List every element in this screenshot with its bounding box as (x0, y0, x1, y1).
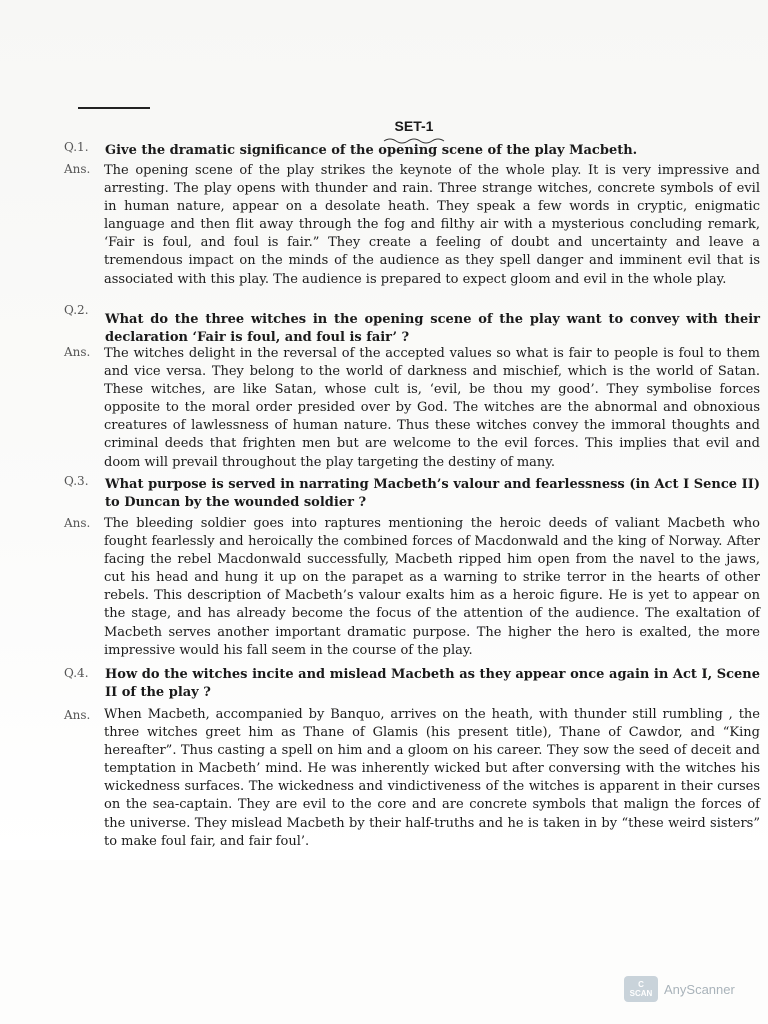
question-text: What do the three witches in the opening scene of the play want to convey with their declaration ‘Fair is foul, and foul is fair’ ? (105, 312, 760, 345)
answer-text: The witches delight in the reversal of the accepted values so what is fair to people is foul to them and vice versa. They belong to the world of darkness and mischief, which is the world of Satan. These witches, are like Satan, whose cult is, ‘evil, be thou my good’. They symbolise forces opposite to the moral order presided over by God. The witches are the abnormal and obnoxious creatures of lawlessness of human nature. Thus these witches convey the immoral thoughts and criminal deeds that frighten men but are welcome to the evil forces. This implies that evil and doom will prevail throughout the play targeting the destiny of many. (104, 346, 760, 470)
scanner-icon (624, 976, 658, 1002)
answer-label: Ans. (64, 708, 91, 722)
question-label: Q.3. (64, 474, 89, 488)
question-text: What purpose is served in narrating Macbeth’s valour and fearlessness (in Act I Sence II) to Duncan by the wounded soldier ? (105, 477, 760, 510)
answer-label: Ans. (64, 162, 91, 176)
answer-text: The bleeding soldier goes into raptures mentioning the heroic deeds of valiant Macbeth who fought fearlessly and heroically the combined forces of Macdonwald and the king of Norway. After facing the rebel Macdonwald successfully, Macbeth ripped him open from the navel to the jaws, cut his head and hung it up on the parapet as a warning to strike terror in the hearts of other rebels. This description of Macbeth’s valour exalts him as a heroic figure. He is yet to appear on the stage, and has already become the focus of the attention of the audience. The exaltation of Macbeth serves another important dramatic purpose. The higher the hero is exalted, the more impressive would his fall seem in the course of the play. (104, 516, 760, 658)
question-label: Q.2. (64, 303, 89, 317)
question-text: Give the dramatic significance of the opening scene of the play Macbeth. (105, 143, 638, 158)
question-label: Q.1. (64, 140, 89, 154)
question-label: Q.4. (64, 666, 89, 680)
scanner-badge-top: C (638, 980, 644, 989)
scanner-name: AnyScanner (664, 981, 735, 997)
answer-text: The opening scene of the play strikes the keynote of the whole play. It is very impressive and arresting. The play opens with thunder and rain. Three strange witches, concrete symbols of evil in human nature, appear on a desolate heath. They speak a few words in cryptic, enigmatic language and then flit away through the fog and filthy air with a mysterious concluding remark, ‘Fair is foul, and foul is fair.” They create a feeling of doubt and uncertainty and leave a tremendous impact on the minds of the audience as they spell danger and imminent evil that is associated with this play. The audience is prepared to expect gloom and evil in the whole play. (104, 163, 760, 287)
top-rule (78, 107, 150, 109)
scanner-badge-bottom: SCAN (629, 989, 653, 998)
answer-label: Ans. (64, 516, 91, 530)
question-text: How do the witches incite and mislead Macbeth as they appear once again in Act I, Scene II of the play ? (105, 667, 760, 700)
answer-label: Ans. (64, 345, 91, 359)
scanner-watermark (624, 976, 735, 1002)
set-title: SET-1 (394, 118, 434, 134)
answer-text: When Macbeth, accompanied by Banquo, arrives on the heath, with thunder still rumbling , the three witches greet him as Thane of Glamis (his present title), Thane of Cawdor, and “King hereafter”. Thus casting a spell on him and a gloom on his career. They sow the seed of deceit and temptation in Macbeth’ mind. He was inherently wicked but after conversing with the witches his wickedness surfaces. The wickedness and vindictiveness of the witches is apparent in their curses on the sea-captain. They are evil to the core and are concrete symbols that malign the forces of the universe. They mislead Macbeth by their half-truths and he is taken in by “these weird sisters” to make foul fair, and fair foul’. (104, 707, 760, 849)
